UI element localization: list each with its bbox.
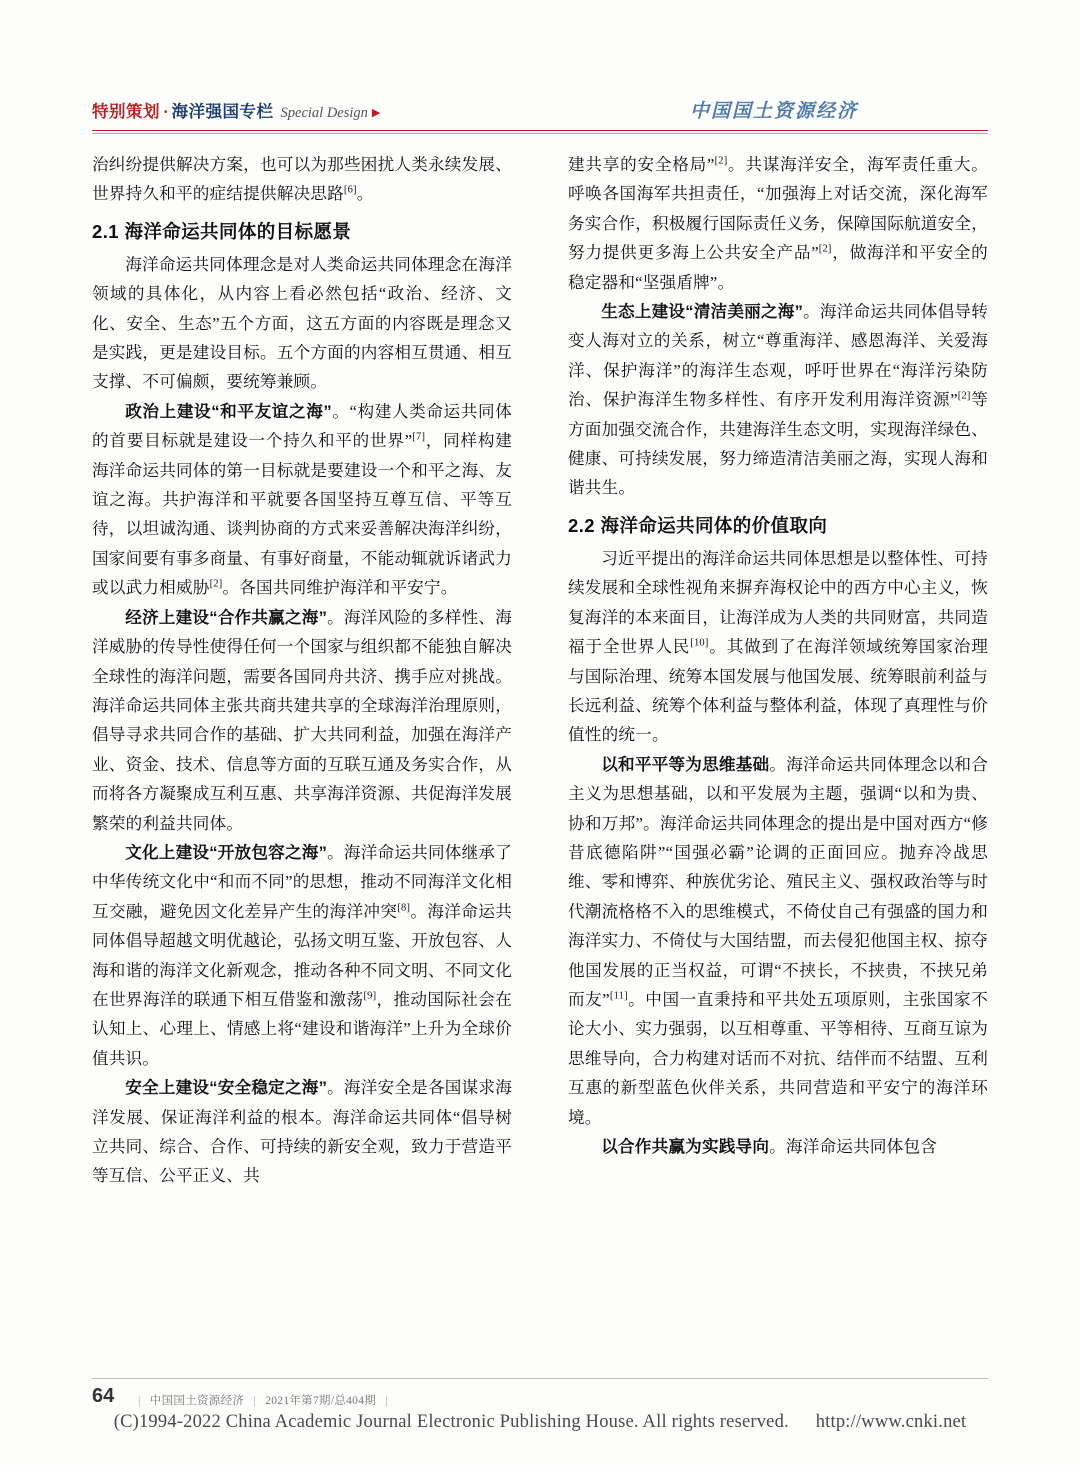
text-column-right bbox=[568, 150, 988, 1161]
body-paragraph: 以合作共赢为实践导向。海洋命运共同体包含 bbox=[601, 1137, 938, 1156]
body-paragraph: 经济上建设“合作共赢之海”。海洋风险的多样性、海洋威胁的传导性使得任何一个国家与组织都不能独自解决全球性的海洋问题，需要各国同舟共济、携手应对挑战。海洋命运共同体主张共商共建共享的全球海洋治理原则，倡导寻求共同合作的基础、扩大共同利益，加强在海洋产业、资金、技术、信息等方面的互联互通及务实合作，从而将各方凝聚成互利互惠、共享海洋资源、共促海洋发展繁荣的利益共同体。 bbox=[92, 607, 512, 833]
footer-issue: 2021年第7期/总404期 bbox=[265, 1395, 377, 1407]
reference-marker: [8] bbox=[397, 902, 411, 914]
paragraph-lead-in: 生态上建设“清洁美丽之海” bbox=[601, 302, 804, 322]
paragraph-lead-in: 以和平平等为思维基础 bbox=[601, 754, 770, 774]
body-paragraph: 安全上建设“安全稳定之海”。海洋安全是各国谋求海洋发展、保证海洋利益的根本。海洋命运共同体“倡导树立共同、综合、合作、可持续的新安全观，致力于营造平等互信、公平正义、共 bbox=[92, 1078, 512, 1186]
header-rule bbox=[92, 130, 988, 131]
reference-marker: [2] bbox=[818, 243, 832, 255]
paragraph-lead-in: 经济上建设“合作共赢之海” bbox=[125, 607, 328, 627]
body-paragraph: 海洋命运共同体理念是对人类命运共同体理念在海洋领域的具体化，从内容上看必然包括“政治、经济、文化、安全、生态”五个方面，这五方面的内容既是理念又是实践，更是建设目标。五个方面的内容相互贯通、相互支撑、不可偏颇，要统筹兼顾。 bbox=[92, 254, 512, 392]
page-header bbox=[92, 98, 988, 138]
header-separator: · bbox=[163, 102, 169, 121]
footer-divider-left: | bbox=[138, 1395, 141, 1407]
body-paragraph: 文化上建设“开放包容之海”。海洋命运共同体继承了中华传统文化中“和而不同”的思想，推动不同海洋文化相互交融，避免因文化差异产生的海洋冲突[8]。海洋命运共同体倡导超越文明优越论，弘扬文明互鉴、开放包容、人海和谐的海洋文化新观念，推动各种不同文明、不同文化在世界海洋的联通下相互借鉴和激荡[9]，推动国际社会在认知上、心理上、情感上将“建设和谐海洋”上升为全球价值共识。 bbox=[92, 842, 512, 1068]
paragraph-lead-in: 以合作共赢为实践导向 bbox=[601, 1137, 770, 1156]
reference-marker: [11] bbox=[609, 990, 628, 1002]
body-paragraph: 以和平平等为思维基础。海洋命运共同体理念以和合主义为思想基础，以和平发展为主题，强调“以和为贵、协和万邦”。海洋命运共同体理念的提出是中国对西方“修昔底德陷阱”“国强必霸”论调的正面回应。抛弃冷战思维、零和博弈、种族优劣论、殖民主义、强权政治等与时代潮流格格不入的思维模式，不倚仗自己有强盛的国力和海洋实力、不倚仗与大国结盟，而去侵犯他国主权、掠夺他国发展的正当权益，可谓“不挟长，不挟贵，不挟兄弟而友”[11]。中国一直秉持和平共处五项原则，主张国家不论大小、实力强弱，以互相尊重、平等相待、互商互谅为思维导向，合力构建对话而不对抗、结伴而不结盟、互利互惠的新型蓝色伙伴关系，共同营造和平安宁的海洋环境。 bbox=[568, 754, 988, 1127]
body-paragraph: 建共享的安全格局”[2]。共谋海洋安全，海军责任重大。呼唤各国海军共担责任，“加强海上对话交流，深化海军务实合作，积极履行国际责任义务，保障国际航道安全，努力提供更多海上公共安全产品”[2]，做海洋和平安全的稳定器和“坚强盾牌”。 bbox=[568, 155, 989, 292]
copyright-text: (C)1994-2022 China Academic Journal Electronic Publishing House. All rights reserved. bbox=[113, 1412, 789, 1432]
header-column-name: 海洋强国专栏 bbox=[171, 103, 274, 121]
copyright-url: http://www.cnki.net bbox=[815, 1412, 967, 1432]
reference-marker: [2] bbox=[714, 155, 728, 167]
footer-journal-name: 中国国土资源经济 bbox=[149, 1395, 245, 1407]
paragraph-lead-in: 政治上建设“和平友谊之海” bbox=[125, 401, 332, 421]
section-heading: 2.2 海洋命运共同体的价值取向 bbox=[568, 514, 828, 536]
journal-title: 中国国土资源经济 bbox=[689, 101, 858, 122]
header-column-label bbox=[92, 98, 380, 122]
body-paragraph: 习近平提出的海洋命运共同体思想是以整体性、可持续发展和全球性视角来摒弃海权论中的西方中心主义，恢复海洋的本来面目，让海洋成为人类的共同财富，共同造福于全世界人民[10]。其做到了在海洋领域统筹国家治理与国际治理、统筹本国发展与他国发展、统筹眼前利益与长远利益、统筹个体利益与整体利益，体现了真理性与价值性的统一。 bbox=[568, 548, 989, 745]
reference-marker: [9] bbox=[363, 990, 377, 1002]
reference-marker: [6] bbox=[343, 184, 357, 196]
header-special-label: 特别策划 bbox=[92, 103, 160, 121]
paragraph-lead-in: 安全上建设“安全稳定之海” bbox=[125, 1078, 328, 1098]
footer-divider-right: | bbox=[385, 1395, 388, 1407]
page-number: 64 bbox=[92, 1385, 115, 1407]
header-arrow-icon: ▶ bbox=[371, 107, 381, 119]
footer-divider-mid: | bbox=[253, 1395, 256, 1407]
body-paragraph: 治纠纷提供解决方案，也可以为那些困扰人类永续发展、世界持久和平的症结提供解决思路[6]。 bbox=[92, 155, 512, 204]
section-heading: 2.1 海洋命运共同体的目标愿景 bbox=[92, 220, 352, 242]
reference-marker: [7] bbox=[412, 431, 426, 443]
footer-rule bbox=[92, 1378, 988, 1379]
body-paragraph: 政治上建设“和平友谊之海”。“构建人类命运共同体的首要目标就是建设一个持久和平的世界”[7]，同样构建海洋命运共同体的第一目标就是要建设一个和平之海、友谊之海。共护海洋和平就要各国坚持互尊互信、平等互待，以坦诚沟通、谈判协商的方式来妥善解决海洋纠纷，国家间要有事多商量、有事好商量，不能动辄就诉诸武力或以武力相威胁[2]。各国共同维护海洋和平安宁。 bbox=[92, 401, 513, 598]
footer-meta bbox=[132, 1392, 394, 1408]
paragraph-lead-in: 文化上建设“开放包容之海” bbox=[125, 842, 328, 862]
reference-marker: [10] bbox=[690, 637, 709, 649]
reference-marker: [2] bbox=[209, 578, 223, 590]
text-column-left bbox=[92, 150, 512, 1191]
reference-marker: [2] bbox=[957, 390, 971, 402]
body-paragraph: 生态上建设“清洁美丽之海”。海洋命运共同体倡导转变人海对立的关系，树立“尊重海洋、感恩海洋、关爱海洋、保护海洋”的海洋生态观，呼吁世界在“海洋污染防治、保护海洋生物多样性、有序开发利用海洋资源”[2]等方面加强交流合作，共建海洋生态文明，实现海洋绿色、健康、可持续发展，努力缔造清洁美丽之海，实现人海和谐共生。 bbox=[568, 302, 988, 498]
header-english-label: Special Design bbox=[280, 105, 368, 121]
copyright-line bbox=[0, 1412, 1080, 1433]
header-rule-secondary bbox=[92, 133, 988, 134]
